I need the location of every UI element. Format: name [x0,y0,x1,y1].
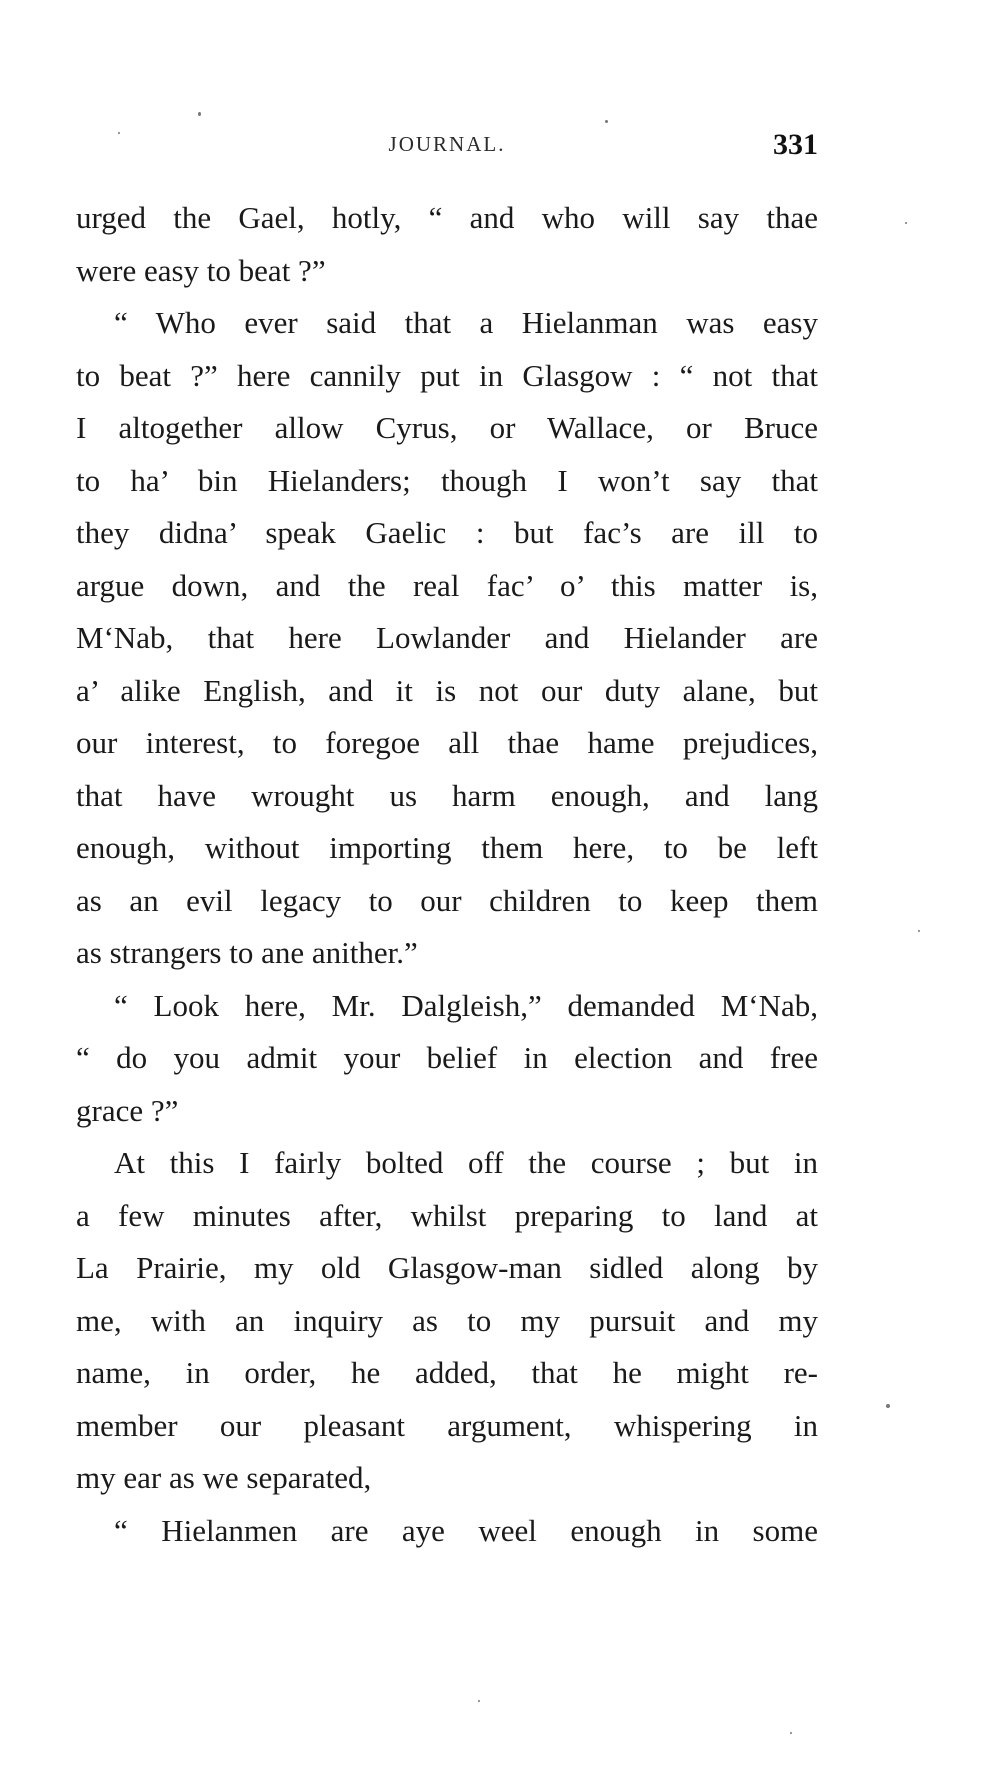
text-line: “ Hielanmen are aye weel enough in some [114,1512,818,1548]
paper-speck [886,1404,890,1408]
text-line: as an evil legacy to our children to keep them [76,882,818,918]
paper-speck [905,222,907,224]
text-line: me, with an inquiry as to my pursuit and my [76,1302,818,1338]
paper-speck [918,930,920,932]
text-line: member our pleasant argument, whispering in [76,1407,818,1443]
text-line: as strangers to ane anither.” [76,935,418,970]
text-line: they didna’ speak Gaelic : but fac’s are ill to [76,515,818,550]
text-block [76,192,818,1557]
text-line: our interest, to foregoe all thae hame prejudices, [76,725,818,760]
text-line: argue down, and the real fac’ o’ this matter is, [76,567,818,603]
text-line: urged the Gael, hotly, “ and who will say thae [76,200,818,235]
text-line: to ha’ bin Hielanders; though I won’t say that [76,462,818,498]
text-line: my ear as we separated, [76,1460,372,1495]
text-line: name, in order, he added, that he might re- [76,1355,818,1390]
text-line: I altogether allow Cyrus, or Wallace, or Bruce [76,410,818,445]
text-line: M‘Nab, that here Lowlander and Hielander are [76,620,818,655]
paper-speck [605,120,608,123]
text-line: At this I fairly bolted off the course ; but in [114,1145,818,1180]
text-line: to beat ?” here cannily put in Glasgow : “ not that [76,357,818,393]
paper-speck [118,132,120,134]
paper-speck [478,1700,480,1702]
text-line: enough, without importing them here, to be left [76,830,818,865]
text-line: La Prairie, my old Glasgow-man sidled along by [76,1250,818,1285]
running-title: JOURNAL. [388,132,506,156]
text-line: were easy to beat ?” [76,252,326,288]
text-line: “ do you admit your belief in election and free [76,1040,818,1075]
paper-speck [790,1732,792,1734]
paper-speck [198,112,201,116]
text-line: a’ alike English, and it is not our duty alane, but [76,672,818,708]
text-line: “ Who ever said that a Hielanman was easy [114,305,818,340]
page-number: 331 [773,128,818,161]
text-line: “ Look here, Mr. Dalgleish,” demanded M‘Nab, [114,987,818,1023]
text-line: that have wrought us harm enough, and lang [76,777,818,813]
text-line: grace ?” [76,1092,179,1128]
running-head [76,128,818,168]
text-line: a few minutes after, whilst preparing to land at [76,1197,818,1233]
